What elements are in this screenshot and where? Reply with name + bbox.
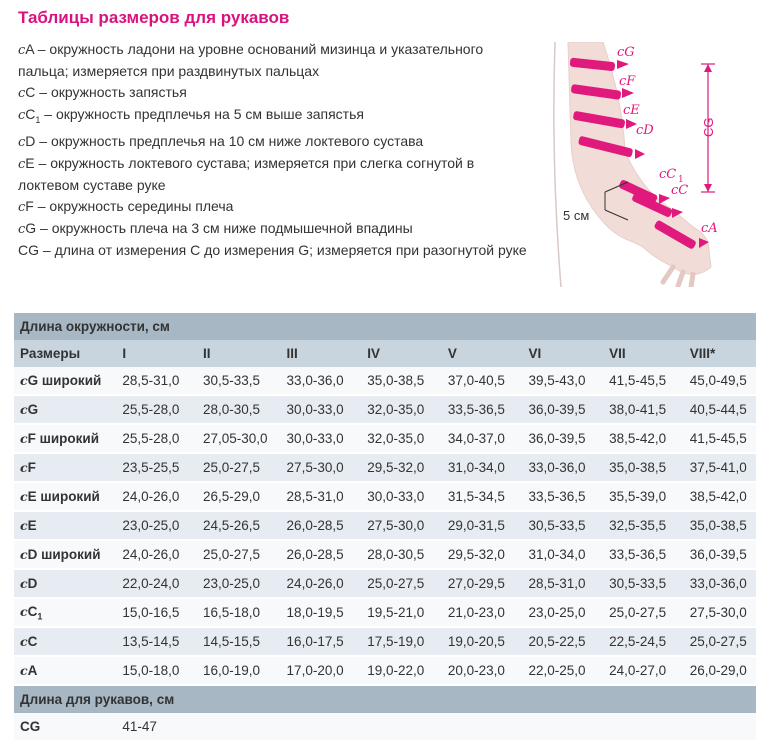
table-cell: 17,5-19,0: [361, 627, 442, 656]
row-label: [14, 482, 116, 511]
row-label-suffix: широкий: [35, 431, 100, 446]
row-label-name: C: [27, 634, 38, 649]
row-label-sub: 1: [37, 611, 43, 622]
label-cE: cE: [623, 103, 640, 118]
row-label-prefix: c: [20, 431, 28, 446]
table-cell: 28,5-31,0: [522, 569, 603, 598]
table-cell: 36,0-39,5: [684, 540, 756, 569]
table-row: [14, 424, 756, 453]
table-cell: 31,0-34,0: [522, 540, 603, 569]
label-cC1: cC: [659, 167, 677, 182]
definition-key: C: [25, 106, 36, 122]
row-label-name: D: [27, 547, 38, 562]
definition-sub: 1: [35, 114, 41, 125]
table-cell: 30,5-33,5: [197, 367, 281, 395]
row-label: [14, 424, 116, 453]
table-cell: 38,5-42,0: [603, 424, 684, 453]
definition-prefix: c: [18, 43, 26, 58]
table-cell: 27,05-30,0: [197, 424, 281, 453]
table-cell: 19,5-21,0: [361, 598, 442, 627]
table-cell: 28,0-30,5: [197, 395, 281, 424]
table-cell: 30,0-33,0: [361, 482, 442, 511]
row-label-prefix: c: [20, 576, 28, 591]
row-label: [14, 453, 116, 482]
row-label-suffix: широкий: [36, 489, 100, 504]
table-cell: 24,5-26,5: [197, 511, 281, 540]
table-cell: 37,5-41,0: [684, 453, 756, 482]
table-cell: 16,0-17,5: [281, 627, 362, 656]
table-row: [14, 627, 756, 656]
row-label-name: C: [27, 603, 38, 619]
arm-measurement-diagram: [533, 42, 748, 287]
definition-text: – окружность середины плеча: [33, 197, 234, 214]
table-cell: 30,5-33,5: [522, 511, 603, 540]
table-cell: 29,5-32,0: [442, 540, 523, 569]
definition-text: – окружность локтевого сустава; измеряется при слегка согнутой в локтевом суставе руке: [18, 154, 475, 193]
table-cell: 30,5-33,5: [603, 569, 684, 598]
table-cell: 31,5-34,5: [442, 482, 523, 511]
definition-text: – окружность предплечья на 10 см ниже локтевого сустава: [35, 132, 424, 149]
table-cell: 27,0-29,5: [442, 569, 523, 598]
table-row: [14, 453, 756, 482]
row-label-name: F: [27, 431, 36, 446]
row-label-name: F: [27, 460, 36, 475]
row-label-prefix: c: [20, 603, 28, 619]
section-title-length: Длина для рукавов, см: [14, 685, 756, 713]
table-cell: 30,0-33,0: [281, 424, 362, 453]
table-cell: 18,0-19,5: [281, 598, 362, 627]
table-cell: 32,0-35,0: [361, 395, 442, 424]
table-cell: 41,5-45,5: [684, 424, 756, 453]
definition-text: – окружность плеча на 3 см ниже подмышечной впадины: [36, 219, 413, 236]
table-cell: 33,5-36,5: [442, 395, 523, 424]
row-label-name: G: [27, 373, 39, 388]
definition-prefix: c: [18, 199, 26, 215]
table-cell: 40,5-44,5: [684, 395, 756, 424]
table-cell: 25,0-27,5: [361, 569, 442, 598]
definition-prefix: c: [18, 108, 26, 123]
table-cell: 35,5-39,0: [603, 482, 684, 511]
definition-item: [18, 131, 530, 153]
row-label: [14, 656, 116, 685]
row-label: [14, 395, 116, 424]
table-cell: 28,0-30,5: [361, 540, 442, 569]
table-cell: 23,5-25,5: [116, 453, 197, 482]
size-table: [14, 313, 756, 740]
definition-prefix: c: [18, 134, 26, 150]
table-cell: 23,0-25,0: [116, 511, 197, 540]
size-header: VIII*: [684, 340, 756, 367]
table-cell: 16,5-18,0: [197, 598, 281, 627]
table-cell: 33,0-36,0: [684, 569, 756, 598]
definition-item: [18, 240, 530, 261]
table-cell: 22,5-24,5: [603, 627, 684, 656]
cg-dimension-label: CG: [701, 117, 716, 137]
row-label-name: A: [27, 663, 38, 678]
table-cell: 33,0-36,0: [522, 453, 603, 482]
label-cD: cD: [636, 123, 654, 138]
table-row: [14, 511, 756, 540]
size-header: I: [116, 340, 197, 367]
definition-prefix: c: [18, 221, 26, 237]
label-cA: cA: [701, 221, 718, 236]
row-label-name: G: [27, 402, 39, 417]
table-cell: 19,0-20,5: [442, 627, 523, 656]
table-cell: 23,0-25,0: [197, 569, 281, 598]
row-label-prefix: c: [20, 547, 28, 562]
size-header: IV: [361, 340, 442, 367]
cg-row-label: CG: [14, 713, 116, 740]
row-label-prefix: c: [20, 402, 28, 417]
table-cell: 24,0-26,0: [281, 569, 362, 598]
size-header: VI: [522, 340, 603, 367]
sizes-header: Размеры: [14, 340, 116, 367]
table-cell: 41,5-45,5: [603, 367, 684, 395]
size-header: V: [442, 340, 523, 367]
table-cell: 38,5-42,0: [684, 482, 756, 511]
definition-item: [18, 218, 530, 240]
table-cell: 35,0-38,5: [361, 367, 442, 395]
table-cell: 33,5-36,5: [603, 540, 684, 569]
cg-row-value: 41-47: [116, 713, 756, 740]
row-label: [14, 367, 116, 395]
table-cell: 37,0-40,5: [442, 367, 523, 395]
table-cell: 15,0-16,5: [116, 598, 197, 627]
table-cell: 34,0-37,0: [442, 424, 523, 453]
definition-key: A: [25, 41, 34, 57]
table-cell: 22,0-25,0: [522, 656, 603, 685]
definition-item: [18, 153, 530, 196]
definition-key: F: [25, 197, 34, 214]
row-label-prefix: c: [20, 460, 28, 475]
definition-item: [18, 39, 530, 82]
table-cell: 33,0-36,0: [281, 367, 362, 395]
table-row: [14, 656, 756, 685]
table-cell: 26,0-28,5: [281, 540, 362, 569]
table-cell: 22,0-24,0: [116, 569, 197, 598]
row-label-prefix: c: [20, 663, 28, 678]
table-cell: 24,0-26,0: [116, 540, 197, 569]
table-cell: 26,5-29,0: [197, 482, 281, 511]
table-cell: 25,0-27,5: [603, 598, 684, 627]
size-header: VII: [603, 340, 684, 367]
table-row: [14, 569, 756, 598]
table-cell: 35,0-38,5: [603, 453, 684, 482]
table-cell: 25,5-28,0: [116, 424, 197, 453]
row-label-name: E: [27, 518, 37, 533]
label-cF: cF: [619, 74, 636, 89]
table-cell: 25,0-27,5: [684, 627, 756, 656]
table-cell: 19,0-22,0: [361, 656, 442, 685]
table-cell: 24,0-26,0: [116, 482, 197, 511]
definition-text: – окружность запястья: [35, 84, 187, 100]
definition-key: C: [25, 84, 36, 100]
table-cell: 14,5-15,5: [197, 627, 281, 656]
definition-prefix: c: [18, 86, 26, 101]
page-title: Таблицы размеров для рукавов: [18, 8, 290, 27]
row-label: [14, 511, 116, 540]
row-label: [14, 627, 116, 656]
table-cell: 27,5-30,0: [684, 598, 756, 627]
row-label-prefix: c: [20, 518, 28, 533]
table-cell: 25,0-27,5: [197, 453, 281, 482]
table-cell: 31,0-34,0: [442, 453, 523, 482]
table-row: [14, 395, 756, 424]
table-cell: 27,5-30,0: [361, 511, 442, 540]
row-label-prefix: c: [20, 634, 28, 649]
table-cell: 20,5-22,5: [522, 627, 603, 656]
table-cell: 39,5-43,0: [522, 367, 603, 395]
row-label: [14, 598, 116, 627]
table-cell: 29,5-32,0: [361, 453, 442, 482]
definition-text: – окружность ладони на уровне оснований мизинца и указательного пальца; измеряется при раздвинутых пальцах: [18, 41, 484, 79]
table-cell: 26,0-28,5: [281, 511, 362, 540]
definitions-list: [18, 39, 530, 261]
definition-item: [18, 104, 530, 131]
table-cell: 25,0-27,5: [197, 540, 281, 569]
row-label: [14, 569, 116, 598]
table-cell: 28,5-31,0: [116, 367, 197, 395]
label-cG: cG: [617, 45, 635, 60]
section-title-circumference: Длина окружности, см: [14, 313, 756, 340]
table-cell: 33,5-36,5: [522, 482, 603, 511]
table-cell: 32,0-35,0: [361, 424, 442, 453]
table-row: [14, 540, 756, 569]
table-cell: 38,0-41,5: [603, 395, 684, 424]
table-row: [14, 367, 756, 395]
row-label-prefix: c: [20, 373, 28, 388]
definition-item: [18, 196, 530, 218]
definition-text: – длина от измерения C до измерения G; измеряется при разогнутой руке: [39, 241, 527, 258]
table-cell: 23,0-25,0: [522, 598, 603, 627]
definition-key: CG: [18, 241, 39, 258]
definition-key: E: [25, 154, 35, 171]
table-cell: 45,0-49,5: [684, 367, 756, 395]
row-label: [14, 540, 116, 569]
table-cell: 24,0-27,0: [603, 656, 684, 685]
row-label-suffix: широкий: [38, 373, 102, 388]
table-cell: 25,5-28,0: [116, 395, 197, 424]
table-cell: 21,0-23,0: [442, 598, 523, 627]
table-cell: 27,5-30,0: [281, 453, 362, 482]
definition-key: D: [25, 132, 36, 149]
table-row: [14, 482, 756, 511]
table-cell: 36,0-39,5: [522, 395, 603, 424]
five-cm-label: 5 см: [563, 208, 590, 223]
row-label-name: D: [27, 576, 38, 591]
definition-key: G: [25, 219, 37, 236]
table-cell: 17,0-20,0: [281, 656, 362, 685]
row-label-suffix: широкий: [37, 547, 101, 562]
definition-prefix: c: [18, 156, 26, 172]
size-header: III: [281, 340, 362, 367]
label-cC1-sub: 1: [678, 175, 684, 185]
table-cell: 35,0-38,5: [684, 511, 756, 540]
table-cell: 15,0-18,0: [116, 656, 197, 685]
table-cell: 28,5-31,0: [281, 482, 362, 511]
label-cC: cC: [671, 183, 689, 198]
table-cell: 32,5-35,5: [603, 511, 684, 540]
table-cell: 36,0-39,5: [522, 424, 603, 453]
table-cell: 20,0-23,0: [442, 656, 523, 685]
table-cell: 30,0-33,0: [281, 395, 362, 424]
size-header: II: [197, 340, 281, 367]
definition-text: – окружность предплечья на 5 см выше запястья: [40, 106, 364, 122]
row-label-name: E: [27, 489, 37, 504]
table-row: [14, 598, 756, 627]
table-cell: 16,0-19,0: [197, 656, 281, 685]
definition-item: [18, 82, 530, 104]
table-cell: 26,0-29,0: [684, 656, 756, 685]
table-cell: 13,5-14,5: [116, 627, 197, 656]
table-cell: 29,0-31,5: [442, 511, 523, 540]
row-label-prefix: c: [20, 489, 28, 504]
